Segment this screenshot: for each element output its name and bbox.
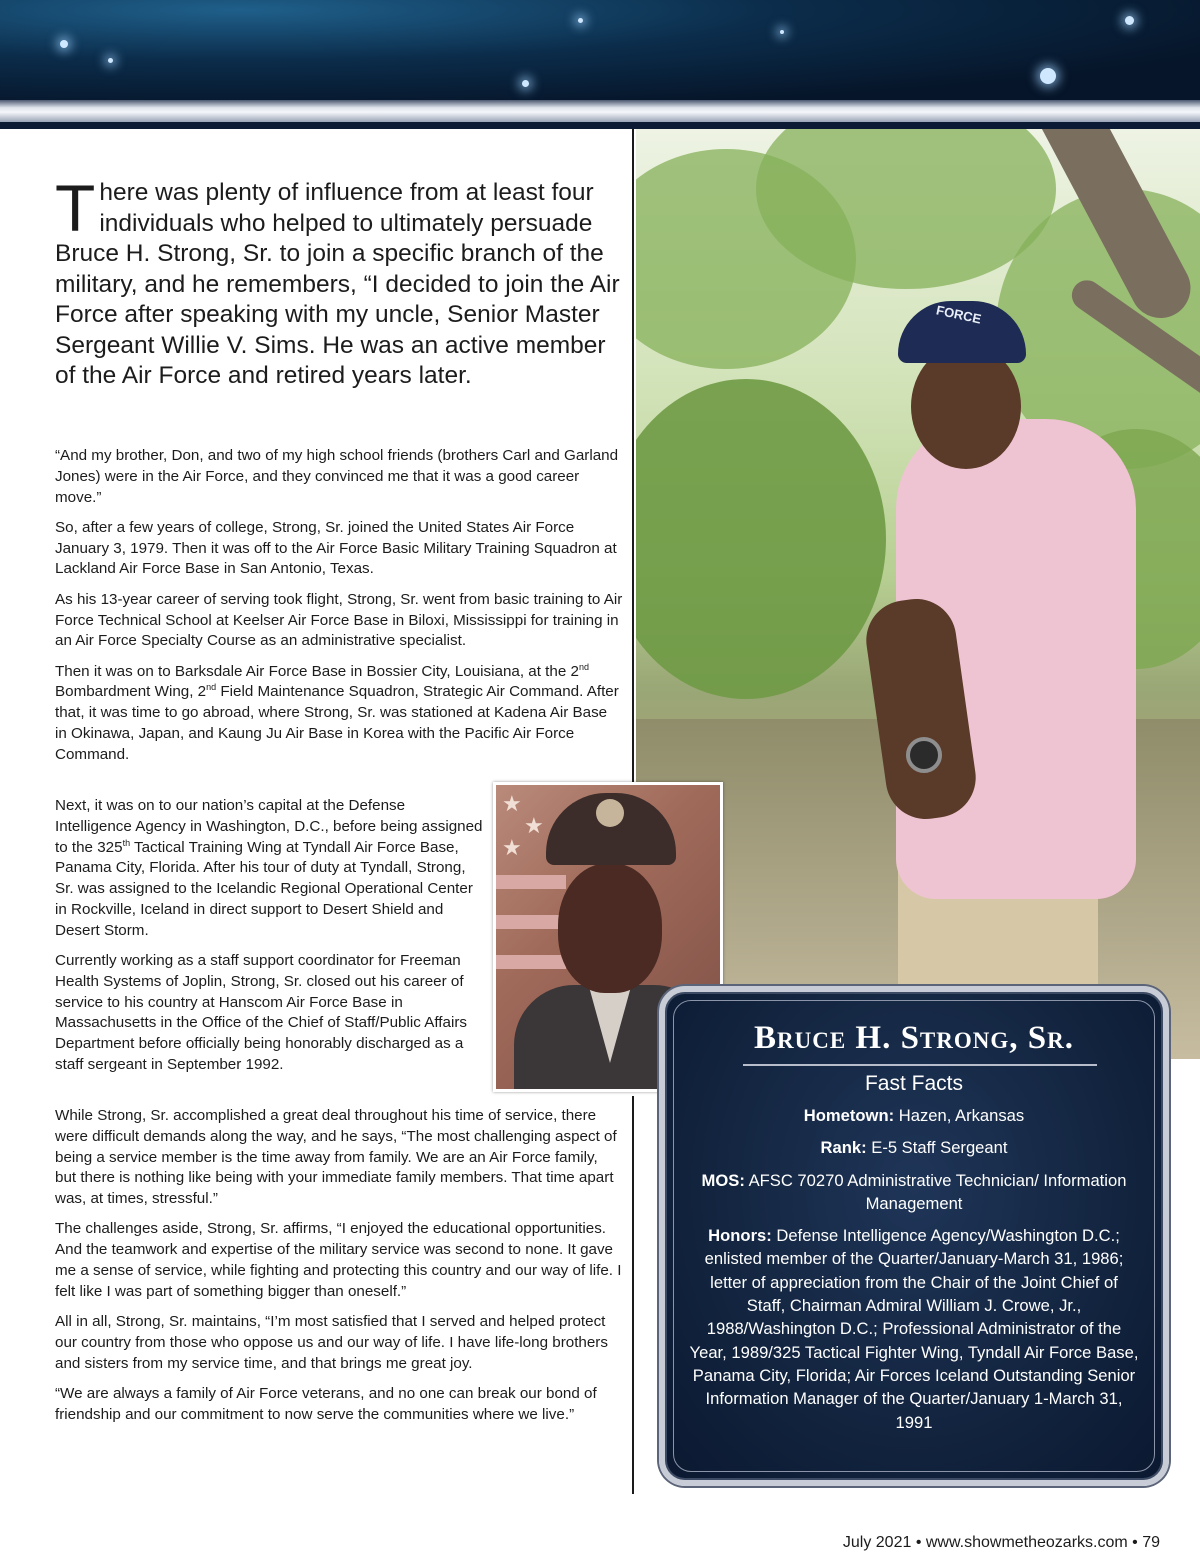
portrait-face xyxy=(558,863,662,993)
star-icon: ★ xyxy=(524,813,544,838)
paragraph: The challenges aside, Strong, Sr. affirms, “I enjoyed the educational opportunities. And the teamwork and expertise of the military service was second to none. It gave me a sense of service, while fighting and protecting this country and our way of life. I felt like I was part of something bigger than oneself.” xyxy=(55,1220,622,1300)
sparkle-decoration xyxy=(780,30,784,34)
paragraph: So, after a few years of college, Strong, Sr. joined the United States Air Force January 3, 1979. Then it was off to the Air Force Basic Military Training Squadron at Lackland Air Force Base in San Antonio, Texas. xyxy=(55,518,617,578)
facts-list xyxy=(689,1104,1139,1443)
sparkle-decoration xyxy=(60,40,68,48)
fact-hometown: Hometown: Hazen, Arkansas xyxy=(803,1106,1025,1125)
flag-stripe xyxy=(496,955,566,969)
sparkle-decoration xyxy=(578,18,583,23)
watch xyxy=(906,737,942,773)
facts-divider xyxy=(743,1064,1097,1066)
paragraph: As his 13-year career of serving took flight, Strong, Sr. went from basic training to Air Force Technical School at Keelser Air Force Base in Biloxi, Mississippi for training in an Air Force Specialty Course as an administrative specialist. xyxy=(55,590,623,650)
lead-text: here was plenty of influence from at least four individuals who helped to ultimately persuade Bruce H. Strong, Sr. to join a specific branch of the military, and he remembers, “I decided to join the Air Force after speaking with my uncle, Senior Master Sergeant Willie V. Sims. He was an active member of the Air Force and retired years later. xyxy=(55,179,620,389)
sparkle-decoration xyxy=(1125,16,1134,25)
sparkle-decoration xyxy=(108,58,113,63)
lead-paragraph xyxy=(55,171,625,392)
fact-mos: MOS: AFSC 70270 Administrative Technician/ Information Management xyxy=(701,1170,1127,1213)
page-footer: July 2021 • www.showmetheozarks.com • 79 xyxy=(842,1534,1160,1551)
body-column-top xyxy=(55,446,623,775)
header-silver-stripe xyxy=(0,100,1200,122)
paragraph: “We are always a family of Air Force veterans, and no one can break our bond of friendship and our commitment to now serve the communities where we live.” xyxy=(55,1385,597,1423)
star-icon: ★ xyxy=(502,835,522,860)
paragraph: Then it was on to Barksdale Air Force Base in Bossier City, Louisiana, at the 2nd Bombardment Wing, 2nd Field Maintenance Squadron, Strategic Air Command. After that, it was time to go abroad, where Strong, Sr. was stationed at Kadena Air Base in Okinawa, Japan, and Kaung Ju Air Base in Korea with the Pacific Air Force Command. xyxy=(55,661,619,763)
sparkle-decoration xyxy=(1040,68,1056,84)
body-column-narrow xyxy=(55,796,483,1085)
header-banner xyxy=(0,0,1200,100)
column-divider xyxy=(632,1096,634,1494)
fact-rank: Rank: E-5 Staff Sergeant xyxy=(820,1138,1008,1158)
paragraph: Next, it was on to our nation’s capital at the Defense Intelligence Agency in Washington, D.C., before being assigned to the 325th Tactical Training Wing at Tyndall Air Force Base, Panama City, Florida. After his tour of duty at Tyndall, Strong, Sr. was assigned to the Icelandic Regional Operational Center in Rockville, Iceland in direct support to Desert Shield and Desert Storm. xyxy=(55,797,483,939)
facts-title: Bruce H. Strong, Sr. xyxy=(753,1020,1074,1056)
facts-subtitle: Fast Facts xyxy=(864,1072,964,1095)
paragraph: Currently working as a staff support coordinator for Freeman Health Systems of Joplin, Strong, Sr. closed out his career of service to his country at Hanscom Air Force Base in Massachusetts in the Office of the Chief of Staff/Public Affairs Department before officially being honorably discharged as a staff sergeant in September 1992. xyxy=(55,952,467,1074)
foliage xyxy=(636,379,886,699)
cap-text: FORCE xyxy=(934,302,983,327)
header-navy-stripe xyxy=(0,122,1200,129)
fast-facts-box xyxy=(659,986,1169,1486)
fact-honors: Honors: Defense Intelligence Agency/Washington D.C.; enlisted member of the Quarter/January-March 31, 1986; letter of appreciation from the Chair of the Joint Chief of Staff, Chairman Admiral William J. Crowe, Jr., 1988/Washington D.C.; Professional Administrator of the Year, 1989/325 Tactical Fighter Wing, Tyndall Air Force Base, Panama City, Florida; Air Forces Iceland Outstanding Senior Information Manager of the Quarter/January 1-March 31, 1991 xyxy=(689,1226,1139,1432)
star-icon: ★ xyxy=(502,791,522,816)
paragraph: “And my brother, Don, and two of my high school friends (brothers Carl and Garland Jones) were in the Air Force, and they convinced me that it was a good career move.” xyxy=(55,447,619,506)
paragraph: While Strong, Sr. accomplished a great deal throughout his time of service, there were difficult demands along the way, and he says, “The most challenging aspect of being a service member is the time away from family. We are an Air Force family, but there is nothing like being with your immediate family members. That time apart was, at times, stressful.” xyxy=(55,1107,617,1208)
sparkle-decoration xyxy=(522,80,529,87)
body-column-bottom xyxy=(55,1106,623,1435)
drop-cap: T xyxy=(55,171,96,245)
flag-stripe xyxy=(496,875,566,889)
column-divider xyxy=(632,129,634,782)
paragraph: All in all, Strong, Sr. maintains, “I’m most satisfied that I served and helped protect our country from those who oppose us and our way of life. I have life-long brothers and sisters from my service time, and that brings me great joy. xyxy=(55,1313,608,1372)
cap-badge-icon xyxy=(596,799,624,827)
flag-stripe xyxy=(496,915,566,929)
